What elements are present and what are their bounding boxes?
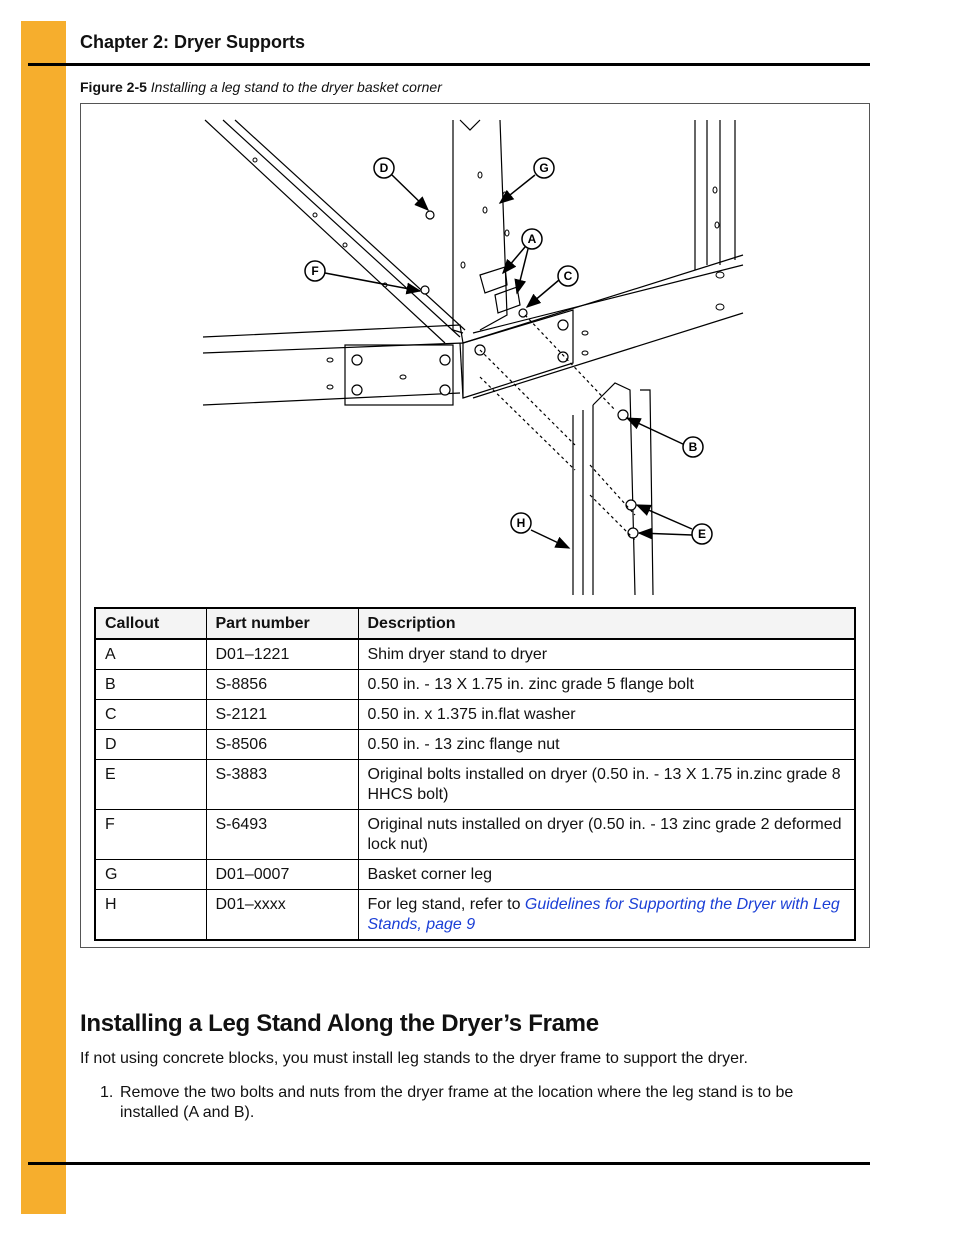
callout-cell: A: [95, 639, 206, 670]
left-rail-bottom: [203, 393, 460, 405]
description-cell: 0.50 in. - 13 X 1.75 in. zinc grade 5 flange bolt: [358, 670, 855, 700]
shim-bracket-upper: [480, 267, 507, 293]
leader-arrow-c: [527, 280, 559, 307]
part-number-cell: S-8856: [206, 670, 358, 700]
column-header-description: Description: [358, 608, 855, 639]
flange-nut-d: [426, 211, 434, 219]
brace-edge-1: [205, 120, 445, 343]
step-text: Remove the two bolts and nuts from the dryer frame at the location where the leg stand is to be installed (A and B).: [120, 1084, 794, 1121]
table-row: [95, 670, 855, 700]
brace-edge-3: [235, 120, 465, 330]
bolt-hole: [715, 222, 719, 228]
leader-arrow-e-2: [639, 533, 692, 535]
bolt-hole: [343, 243, 347, 247]
callout-cell: F: [95, 810, 206, 860]
callout-label-f: F: [311, 264, 319, 278]
header-rule: [28, 63, 870, 66]
bolt-hole: [478, 172, 482, 178]
original-bolt-e: [628, 528, 638, 538]
footer-rule: [28, 1162, 870, 1165]
hex-bolt: [440, 385, 450, 395]
bolt-hole: [313, 213, 317, 217]
table-header-row: [95, 608, 855, 639]
part-number-cell: S-6493: [206, 810, 358, 860]
guidelines-link[interactable]: Guidelines for Supporting the Dryer with Leg Stands, page 9: [367, 896, 840, 933]
bolt-hole: [461, 262, 465, 268]
table-row: [95, 890, 855, 941]
description-cell: Original bolts installed on dryer (0.50 in. - 13 X 1.75 in.zinc grade 8 HHCS bolt): [358, 760, 855, 810]
step-number: 1.: [100, 1084, 114, 1101]
callout-label-h: H: [516, 516, 526, 530]
description-cell: 0.50 in. x 1.375 in.flat washer: [358, 700, 855, 730]
corner-leg-top: [460, 120, 480, 130]
table-row: [95, 700, 855, 730]
callout-cell: G: [95, 860, 206, 890]
description-prefix: For leg stand, refer to: [367, 896, 525, 913]
bolt-hole: [400, 375, 406, 379]
table-row: [95, 860, 855, 890]
brace-edge-2: [223, 120, 460, 337]
bolt-hole: [327, 385, 333, 389]
leader-arrow-g: [500, 175, 535, 203]
part-number-cell: S-3883: [206, 760, 358, 810]
chapter-title: Chapter 2: Dryer Supports: [80, 32, 306, 52]
leg-stand-back-flange: [640, 390, 653, 595]
flange-bolt-b: [618, 410, 628, 420]
table-row: [95, 810, 855, 860]
bolt-hole: [716, 304, 724, 310]
right-rail-bottom: [473, 313, 743, 398]
leader-arrow-a-1: [503, 247, 525, 273]
part-number-cell: D01–1221: [206, 639, 358, 670]
figure-caption: [80, 79, 442, 95]
callout-cell: B: [95, 670, 206, 700]
leg-stand-flange: [593, 383, 635, 595]
chapter-tab-bar: [21, 21, 66, 1214]
bolt-hole: [582, 331, 588, 335]
table-row: [95, 760, 855, 810]
step-item: [100, 1083, 840, 1123]
callout-cell: C: [95, 700, 206, 730]
hex-bolt: [440, 355, 450, 365]
bolt-hole: [483, 207, 487, 213]
hex-bolt: [558, 320, 568, 330]
callout-label-g: G: [539, 161, 549, 175]
alignment-line: [480, 350, 575, 445]
description-cell: Original nuts installed on dryer (0.50 in. - 13 zinc grade 2 deformed lock nut): [358, 810, 855, 860]
hex-bolt: [352, 385, 362, 395]
parts-table: [94, 607, 856, 941]
callout-label-b: B: [688, 440, 698, 454]
callout-label-a: A: [527, 232, 537, 246]
description-cell: [358, 890, 855, 941]
figure-label: Figure 2-5: [80, 79, 147, 95]
leader-arrow-d: [392, 175, 428, 210]
column-header-callout: Callout: [95, 608, 206, 639]
lock-nut-f: [421, 286, 429, 294]
table-row: [95, 730, 855, 760]
hex-bolt: [558, 352, 568, 362]
description-cell: 0.50 in. - 13 zinc flange nut: [358, 730, 855, 760]
column-header-part-number: Part number: [206, 608, 358, 639]
left-rail-top: [203, 325, 463, 353]
bolt-hole: [713, 187, 717, 193]
part-number-cell: D01–0007: [206, 860, 358, 890]
bolt-hole: [253, 158, 257, 162]
intro-paragraph: If not using concrete blocks, you must install leg stands to the dryer frame to support the dryer.: [80, 1050, 748, 1067]
callout-label-e: E: [697, 527, 707, 541]
corner-leg-left-edge: [453, 120, 463, 333]
original-bolt-e: [626, 500, 636, 510]
callout-cell: D: [95, 730, 206, 760]
bolt-hole: [327, 358, 333, 362]
alignment-line: [480, 377, 575, 470]
bolt-hole: [716, 272, 724, 278]
callout-label-c: C: [563, 269, 573, 283]
figure-caption-text: Installing a leg stand to the dryer basket corner: [150, 79, 442, 95]
right-rail-top-inner: [473, 265, 743, 333]
bolt-hole: [582, 351, 588, 355]
leader-arrow-e-1: [637, 505, 692, 529]
bolt-hole: [505, 230, 509, 236]
callout-label-d: D: [379, 161, 389, 175]
corner-leg-right-edge: [480, 120, 507, 330]
part-number-cell: S-8506: [206, 730, 358, 760]
leader-arrow-h: [531, 530, 569, 548]
part-number-cell: D01–xxxx: [206, 890, 358, 941]
section-title: Installing a Leg Stand Along the Dryer’s Frame: [80, 1010, 599, 1037]
callout-cell: H: [95, 890, 206, 941]
shim-bracket-lower: [495, 287, 520, 313]
hex-bolt: [352, 355, 362, 365]
description-cell: Basket corner leg: [358, 860, 855, 890]
callout-cell: E: [95, 760, 206, 810]
table-row: [95, 639, 855, 670]
part-number-cell: S-2121: [206, 700, 358, 730]
leader-arrow-b: [627, 418, 685, 445]
description-cell: Shim dryer stand to dryer: [358, 639, 855, 670]
leg-stand-diagram: [195, 115, 750, 600]
